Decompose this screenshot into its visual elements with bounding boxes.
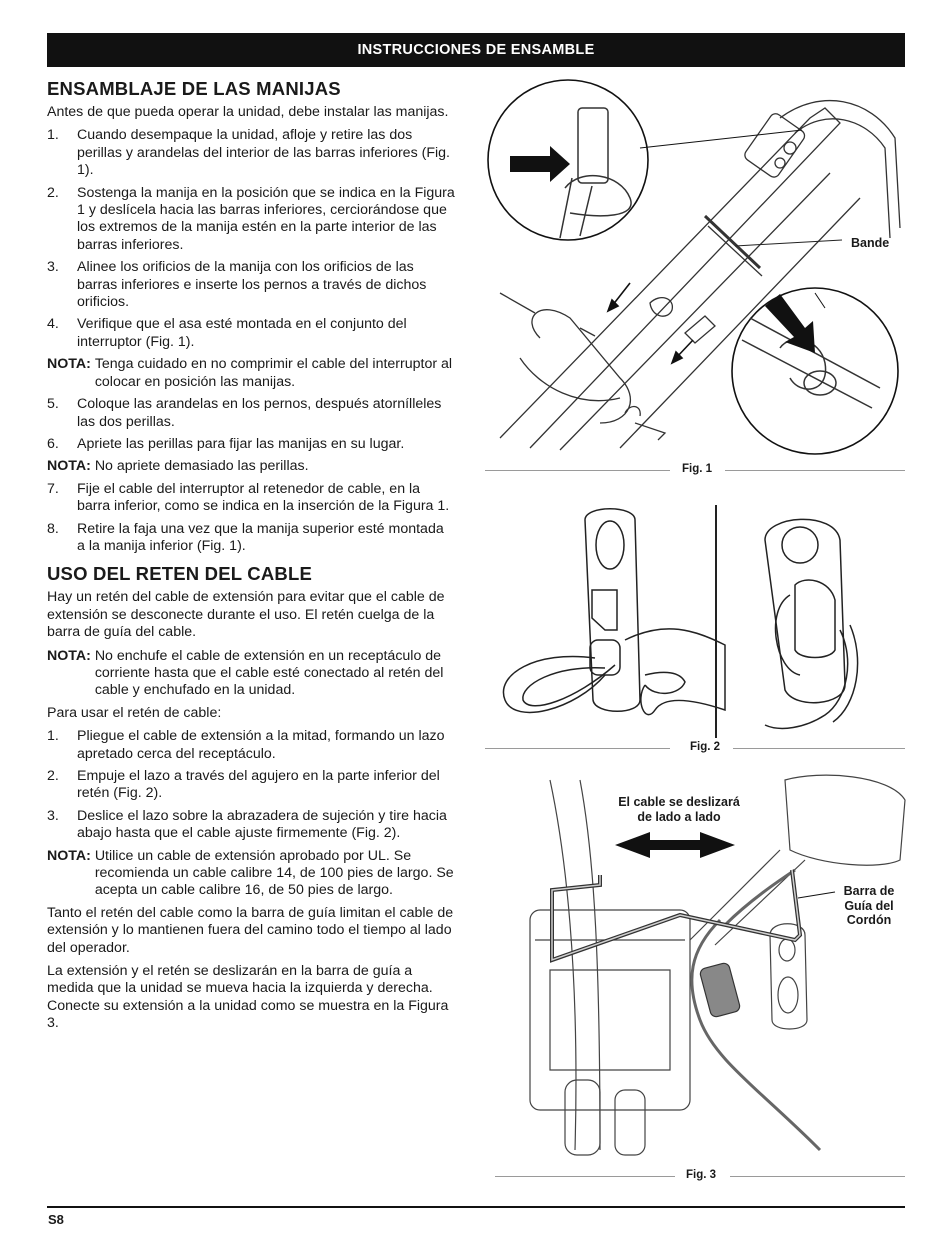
item-number: 3. [47, 259, 59, 276]
figure-rule [733, 748, 905, 749]
callout-line: Cordón [846, 913, 892, 927]
item-number: 2. [47, 768, 59, 784]
note-text: No enchufe el cable de extensión en un receptáculo de corriente hasta que el cable esté conectado al retén del cable y enchufado en la unidad. [94, 647, 444, 699]
paragraph: Tanto el retén del cable como la barra de guía limitan el cable de extensión y lo mantienen fuera del camino todo el tiempo al lado del operador. [47, 904, 454, 956]
item-number: 7. [47, 480, 59, 497]
handle-steps-list [47, 127, 455, 351]
item-text: Pliegue el cable de extensión a la mitad, formando un lazo apretado cerca del receptáculo. [77, 728, 445, 762]
item-text: Verifique que el asa esté montada en el conjunto del interruptor (Fig. 1). [77, 316, 407, 350]
item-number: 2. [47, 184, 59, 201]
callout-line: de lado a lado [637, 809, 721, 824]
note-label: NOTA: [47, 458, 95, 475]
callout-line: Barra de [843, 884, 895, 898]
list-item [47, 259, 455, 311]
item-number: 3. [47, 807, 59, 824]
item-number: 6. [47, 435, 59, 452]
list-item [47, 808, 455, 843]
item-text: Retire la faja una vez que la manija superior esté montada a la manija inferior (Fig. 1). [77, 520, 444, 554]
section-title-cable-retainer: USO DEL RETEN DEL CABLE [47, 563, 313, 585]
note-label: NOTA: [47, 647, 95, 664]
item-text: Deslice el lazo sobre la abrazadera de sujeción y tire hacia abajo hasta que el cable ajuste firmemente (Fig. 2). [77, 807, 447, 842]
list-item [47, 768, 455, 803]
item-text: Cuando desempaque la unidad, afloje y retire las dos perillas y arandelas del interior de las barras inferiores (Fig. 1). [77, 127, 450, 179]
note [47, 848, 455, 900]
note-text: Tenga cuidado en no comprimir el cable del interruptor al colocar en posición las manijas. [94, 356, 453, 390]
item-number: 4. [47, 316, 59, 333]
figure-rule [495, 1176, 675, 1177]
figure-rule [725, 470, 905, 471]
page-number: S8 [48, 1212, 64, 1227]
usage-intro: Para usar el retén de cable: [47, 704, 222, 721]
figure-rule [485, 470, 670, 471]
figure-3-caption: Fig. 3 [685, 1169, 717, 1181]
list-item [47, 728, 455, 763]
section-header-bar: INSTRUCCIONES DE ENSAMBLE [47, 33, 905, 67]
figure-1-caption: Fig. 1 [681, 463, 713, 475]
callout-line: El cable se deslizará [618, 795, 740, 809]
note [47, 458, 455, 475]
callout-bande: Bande [851, 236, 890, 250]
item-text: Sostenga la manija en la posición que se indica en la Figura 1 y deslícela hacia las barras inferiores, cerciorándose que los extremos de la manija estén en la parte interior de las barras inferiores. [77, 184, 455, 253]
section-title-handles: ENSAMBLAJE DE LAS MANIJAS [47, 78, 341, 99]
item-number: 5. [47, 396, 59, 413]
double-arrow-icon [615, 832, 735, 858]
item-text: Coloque las arandelas en los pernos, después atornílleles las dos perillas. [77, 396, 442, 430]
list-item [47, 521, 455, 556]
figure-1-handle-assembly [480, 78, 905, 460]
note-label: NOTA: [47, 356, 95, 373]
intro-paragraph: Antes de que pueda operar la unidad, debe instalar las manijas. [47, 104, 449, 120]
item-number: 8. [47, 520, 59, 537]
list-item [47, 127, 455, 179]
figure-3-cord-guide-bar [520, 770, 910, 1160]
note [47, 648, 455, 700]
instructions-column [47, 78, 455, 1039]
list-item [47, 185, 455, 255]
callout-guide-bar [838, 884, 900, 928]
list-item [47, 481, 455, 516]
item-number: 1. [47, 127, 59, 144]
note-text: Utilice un cable de extensión aprobado por UL. Se recomienda un cable calibre 14, de 100 pies de largo. Se acepta un cable calibre 16, de 50 pies de largo. [94, 847, 454, 899]
note-label: NOTA: [47, 847, 95, 864]
item-text: Empuje el lazo a través del agujero en la parte inferior del retén (Fig. 2). [77, 768, 440, 802]
figure-rule [485, 748, 670, 749]
list-item [47, 396, 455, 431]
note [47, 356, 455, 391]
figure-2-cable-retainer [495, 500, 905, 738]
list-item [47, 316, 455, 351]
figure-2-caption: Fig. 2 [689, 741, 721, 753]
footer-rule [47, 1206, 905, 1208]
intro-paragraph: Hay un retén del cable de extensión para evitar que el cable de extensión se desconecte durante el uso. El retén cuelga de la barra de guía del cable. [47, 589, 445, 641]
item-text: Alinee los orificios de la manija con los orificios de las barras inferiores e inserte los pernos a través de dichos orificios. [77, 259, 427, 311]
figure-rule [730, 1176, 905, 1177]
note-text: No apriete demasiado las perillas. [94, 458, 309, 475]
item-number: 1. [47, 728, 59, 745]
callout-cable-slide [604, 795, 754, 824]
item-text: Apriete las perillas para fijar las manijas en su lugar. [77, 435, 405, 452]
item-text: Fije el cable del interruptor al retenedor de cable, en la barra inferior, como se indica en la inserción de la Figura 1. [77, 480, 450, 515]
list-item [47, 436, 455, 453]
paragraph: La extensión y el retén se deslizarán en la barra de guía a medida que la unidad se mueva hacia la izquierda y derecha. Conecte su extensión a la unidad como se muestra en la Figura 3. [47, 963, 449, 1032]
callout-line: Guía del [844, 898, 894, 913]
